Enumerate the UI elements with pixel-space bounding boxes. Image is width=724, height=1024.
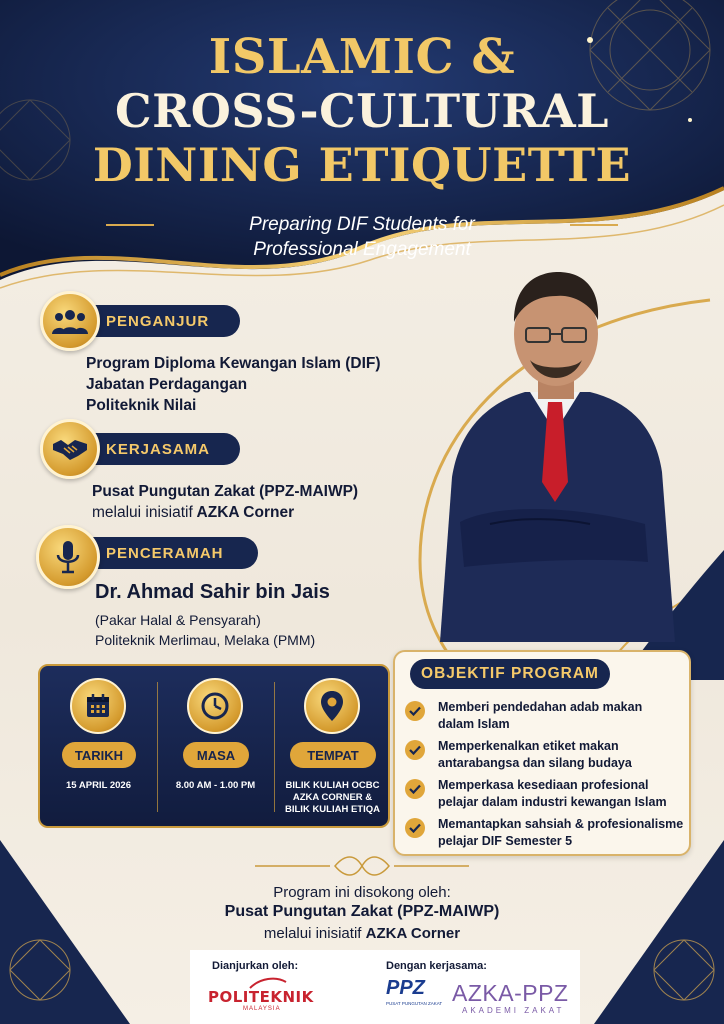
title-line-2: CROSS-CULTURAL xyxy=(114,84,610,138)
ppz-logo: PPZ xyxy=(386,977,425,999)
objective-line: pelajar dalam industri kewangan Islam xyxy=(438,795,667,809)
clock-icon xyxy=(187,678,243,734)
masa-value: 8.00 AM - 1.00 PM xyxy=(175,780,256,791)
kerjasama-org: Pusat Pungutan Zakat (PPZ-MAIWP) xyxy=(92,483,359,500)
handshake-icon xyxy=(40,419,100,479)
azka-ppz-logo-sub: AKADEMI ZAKAT xyxy=(462,1006,565,1015)
penganjur-line: Jabatan Perdagangan xyxy=(86,376,248,393)
penganjur-line: Politeknik Nilai xyxy=(86,397,197,414)
objective-line: dalam Islam xyxy=(438,717,510,731)
penceramah-label-pill xyxy=(72,537,258,569)
tarikh-label: TARIKH xyxy=(62,742,136,768)
azka-ppz-logo: AZKA-PPZ xyxy=(452,980,569,1006)
politeknik-logo-sub: MALAYSIA xyxy=(243,1006,281,1012)
objective-line: Memperkenalkan etiket makan xyxy=(438,739,619,753)
support-initiative: AZKA Corner xyxy=(365,925,461,942)
corner-ornament-left xyxy=(0,820,150,1024)
subtitle-line-1: Preparing DIF Students for xyxy=(249,214,475,235)
speaker-photo xyxy=(430,262,680,642)
support-prefix: melalui inisiatif xyxy=(263,925,362,942)
kerjasama-initiative: AZKA Corner xyxy=(196,504,295,521)
kerjasama-details xyxy=(92,481,358,523)
speaker-institution: Politeknik Merlimau, Melaka (PMM) xyxy=(95,632,316,648)
title-line-3: DINING ETIQUETTE xyxy=(92,138,632,192)
organised-by-label: Dianjurkan oleh: xyxy=(212,960,299,972)
objective-line: antarabangsa dan silang budaya xyxy=(438,756,632,770)
objective-line: pelajar DIF Semester 5 xyxy=(438,834,573,848)
tempat-line: BILIK KULIAH OCBC xyxy=(285,780,380,791)
penganjur-line: Program Diploma Kewangan Islam (DIF) xyxy=(86,355,381,372)
ppz-logo-sub: PUSAT PUNGUTAN ZAKAT xyxy=(386,1001,443,1006)
tempat-line: AZKA CORNER & xyxy=(292,792,373,803)
people-group-icon xyxy=(40,291,100,351)
event-subtitle xyxy=(0,212,724,262)
event-title xyxy=(0,30,724,192)
support-heading: Program ini disokong oleh: xyxy=(273,884,451,901)
tempat-label: TEMPAT xyxy=(290,742,376,768)
title-line-1: ISLAMIC & xyxy=(208,29,516,85)
check-icon xyxy=(405,740,425,760)
speaker-name: Dr. Ahmad Sahir bin Jais xyxy=(95,581,330,603)
check-icon xyxy=(405,779,425,799)
tarikh-value: 15 APRIL 2026 xyxy=(66,780,131,791)
check-icon xyxy=(405,701,425,721)
info-tarikh xyxy=(40,666,157,830)
kerjasama-prefix: melalui inisiatif xyxy=(92,504,193,521)
divider-ornament xyxy=(255,851,469,881)
objective-line: Memperkasa kesediaan profesional xyxy=(438,778,649,792)
penceramah-label: PENCERAMAH xyxy=(106,544,224,562)
check-icon xyxy=(405,818,425,838)
support-org: Pusat Pungutan Zakat (PPZ-MAIWP) xyxy=(224,903,500,920)
microphone-icon xyxy=(36,525,100,589)
objectives-title: OBJEKTIF PROGRAM xyxy=(410,659,610,689)
collaboration-label: Dengan kerjasama: xyxy=(386,960,487,972)
politeknik-logo: POLITEKNIK xyxy=(208,988,314,1006)
corner-ornament-right xyxy=(574,820,724,1024)
tempat-line: BILIK KULIAH ETIQA xyxy=(285,804,380,815)
speaker-role-title: (Pakar Halal & Pensyarah) xyxy=(95,612,261,628)
subtitle-line-2: Professional Engagement xyxy=(253,239,471,260)
event-info-box xyxy=(38,664,390,828)
kerjasama-initiative-line xyxy=(92,502,358,523)
penganjur-label: PENGANJUR xyxy=(106,312,210,330)
objective-line: Memberi pendedahan adab makan xyxy=(438,700,643,714)
speaker-role xyxy=(95,610,315,650)
objective-line: Memantapkan sahsiah & profesionalisme xyxy=(438,817,684,831)
tempat-value xyxy=(278,780,387,816)
kerjasama-label: KERJASAMA xyxy=(106,440,211,458)
location-pin-icon xyxy=(304,678,360,734)
penganjur-details xyxy=(86,353,381,416)
masa-label: MASA xyxy=(183,742,249,768)
info-tempat xyxy=(274,666,391,830)
support-initiative-line xyxy=(0,925,724,942)
info-masa xyxy=(157,666,274,830)
calendar-icon xyxy=(70,678,126,734)
